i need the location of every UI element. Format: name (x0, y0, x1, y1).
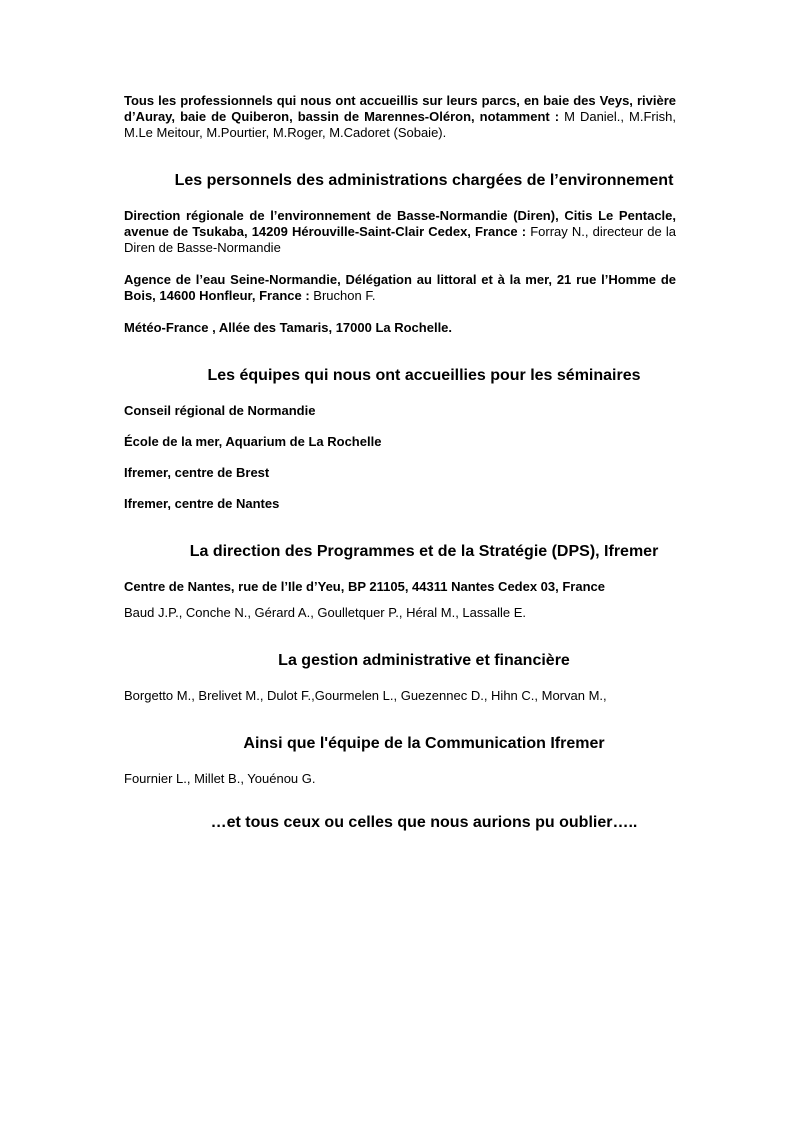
agence-regular-text: Bruchon F. (313, 288, 376, 303)
heading-closing: …et tous ceux ou celles que nous aurions pu oublier….. (210, 814, 638, 831)
communication-names: Fournier L., Millet B., Youénou G. (124, 771, 316, 786)
heading-gestion: La gestion administrative et financière (278, 652, 570, 669)
seminaire-item: Ifremer, centre de Nantes (124, 496, 280, 511)
intro-paragraph (124, 93, 676, 141)
heading-administrations: Les personnels des administrations chargées de l’environnement (174, 172, 674, 189)
seminaire-item: Ifremer, centre de Brest (124, 465, 270, 480)
dps-names: Baud J.P., Conche N., Gérard A., Goulletquer P., Héral M., Lassalle E. (124, 605, 527, 620)
heading-dps: La direction des Programmes et de la Stratégie (DPS), Ifremer (189, 543, 659, 560)
gestion-names: Borgetto M., Brelivet M., Dulot F.,Gourmelen L., Guezennec D., Hihn C., Morvan M., (124, 688, 607, 703)
intro-bold-text: Tous les professionnels qui nous ont accueillis sur leurs parcs, en baie des Veys, rivière d’Auray, baie de Quiberon, bassin de Marennes-Oléron, notamment : (124, 93, 676, 124)
diren-paragraph (124, 208, 676, 256)
seminaire-item: Conseil régional de Normandie (124, 403, 316, 418)
seminaire-item: École de la mer, Aquarium de La Rochelle (124, 434, 382, 449)
intro-names-text: M Daniel., M.Frish, M.Le Meitour, M.Pourtier, M.Roger, M.Cadoret (Sobaie). (124, 109, 676, 140)
agence-bold-text: Agence de l’eau Seine-Normandie, Délégation au littoral et à la mer, 21 rue l’Homme de Bois, 14600 Honfleur, France : (124, 272, 676, 303)
heading-seminaires: Les équipes qui nous ont accueillies pour les séminaires (207, 367, 641, 384)
dps-address: Centre de Nantes, rue de l’Ile d’Yeu, BP 21105, 44311 Nantes Cedex 03, France (124, 579, 605, 594)
agence-paragraph (124, 272, 676, 304)
meteo-paragraph: Météo-France , Allée des Tamaris, 17000 La Rochelle. (124, 320, 453, 335)
diren-regular-text: Forray N., directeur de la Diren de Basse-Normandie (124, 224, 676, 255)
diren-bold-text: Direction régionale de l’environnement de Basse-Normandie (Diren), Citis Le Pentacle, avenue de Tsukaba, 14209 Hérouville-Saint-Clair Cedex, France : (124, 208, 676, 239)
heading-communication: Ainsi que l'équipe de la Communication Ifremer (243, 735, 605, 752)
